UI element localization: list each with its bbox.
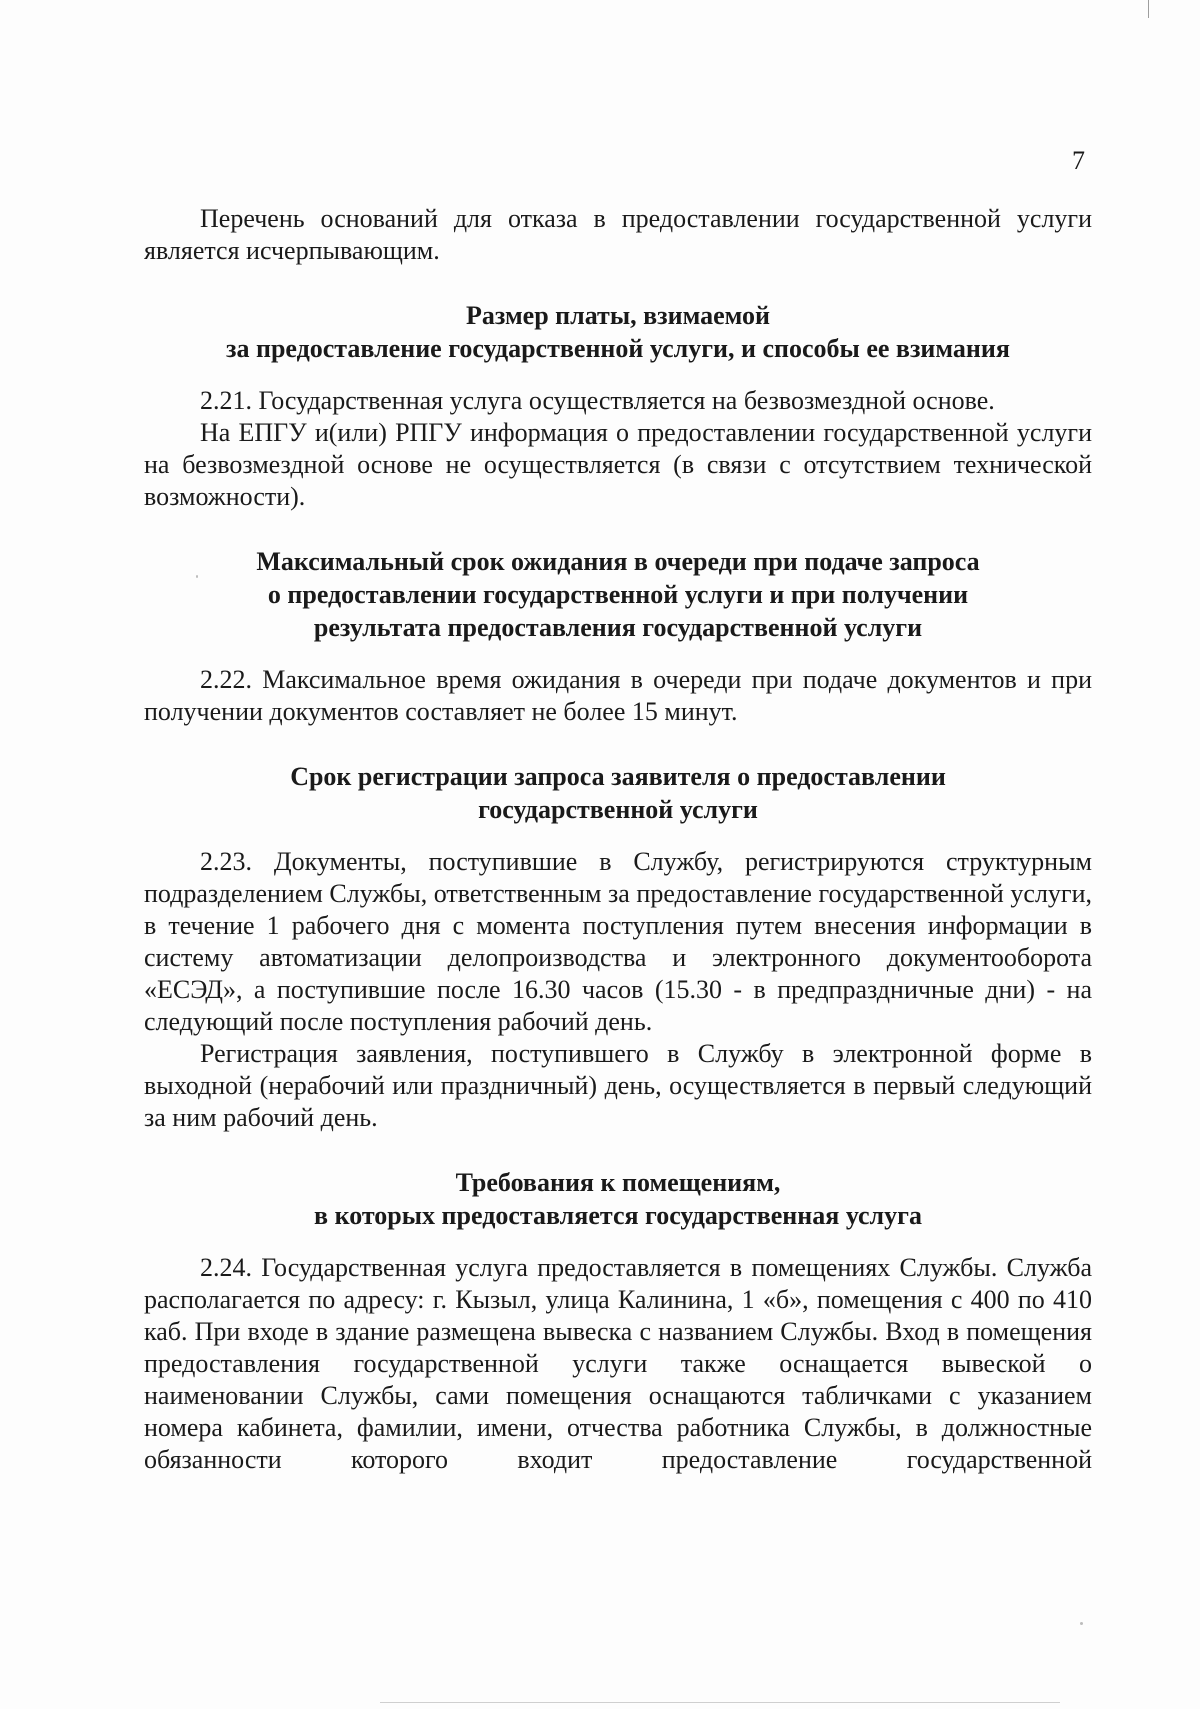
- paragraph-2-22: 2.22. Максимальное время ожидания в очереди при подаче документов и при получении документов составляет не более 15 минут.: [144, 665, 1092, 726]
- heading-line: Размер платы, взимаемой: [465, 301, 771, 330]
- heading-fee: [144, 299, 1092, 365]
- scan-artifact: [380, 1702, 1060, 1703]
- heading-line: о предоставлении государственной услуги и при получении: [267, 580, 969, 609]
- heading-queue-time: [144, 545, 1092, 644]
- heading-line: государственной услуги: [478, 795, 758, 824]
- heading-line: за предоставление государственной услуги, и способы ее взимания: [226, 334, 1010, 363]
- scan-artifact: [1148, 0, 1149, 18]
- page-number: 7: [1072, 146, 1085, 175]
- paragraph-refusal-list: Перечень оснований для отказа в предоставлении государственной услуги является исчерпывающим.: [144, 204, 1092, 265]
- heading-registration: [144, 760, 1092, 826]
- heading-premises: [144, 1166, 1092, 1232]
- heading-line: Максимальный срок ожидания в очереди при подаче запроса: [256, 547, 980, 576]
- paragraph-registration-electronic: Регистрация заявления, поступившего в Службу в электронной форме в выходной (нерабочий или праздничный) день, осуществляется в первый следующий за ним рабочий день.: [144, 1039, 1092, 1132]
- heading-line: Срок регистрации запроса заявителя о предоставлении: [290, 762, 946, 791]
- heading-line: в которых предоставляется государственная услуга: [314, 1201, 922, 1230]
- scan-speck: [196, 575, 198, 578]
- paragraph-2-24: 2.24. Государственная услуга предоставляется в помещениях Службы. Служба располагается по адресу: г. Кызыл, улица Калинина, 1 «б», помещения с 400 по 410 каб. При входе в здание размещена вывеска с названием Службы. Вход в помещения предоставления государственной услуги также оснащается вывеской о наименовании Службы, сами помещения оснащаются табличками с указанием номера кабинета, фамилии, имени, отчества работника Службы, в должностные обязанности которого входит предоставление государственной: [144, 1253, 1092, 1474]
- scan-speck: [1080, 1622, 1083, 1625]
- paragraph-2-21: 2.21. Государственная услуга осуществляется на безвозмездной основе.: [200, 386, 995, 415]
- document-body: [144, 203, 1092, 1476]
- heading-line: результата предоставления государственной услуги: [313, 613, 923, 642]
- heading-line: Требования к помещениям,: [455, 1168, 781, 1197]
- paragraph-epgu: На ЕПГУ и(или) РПГУ информация о предоставлении государственной услуги на безвозмездной основе не осуществляется (в связи с отсутствием технической возможности).: [144, 418, 1092, 511]
- paragraph-2-23: 2.23. Документы, поступившие в Службу, регистрируются структурным подразделением Службы, ответственным за предоставление государственной услуги, в течение 1 рабочего дня с момента поступления путем внесения информации в систему автоматизации делопроизводства и электронного документооборота «ЕСЭД», а поступившие после 16.30 часов (15.30 - в предпраздничные дни) - на следующий после поступления рабочий день.: [144, 847, 1092, 1036]
